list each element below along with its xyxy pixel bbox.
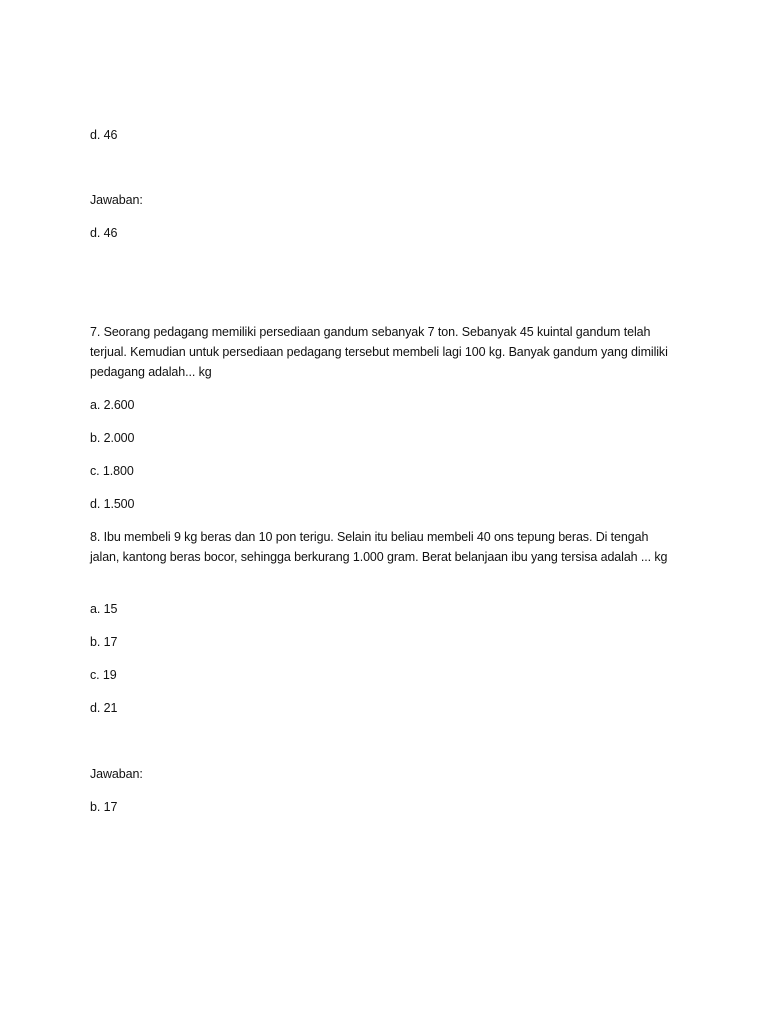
q8-option-d: d. 21 — [90, 701, 118, 715]
q7-option-d: d. 1.500 — [90, 497, 135, 511]
question-7-text: 7. Seorang pedagang memiliki persediaan gandum sebanyak 7 ton. Sebanyak 45 kuintal gandum telah terjual. Kemudian untuk persediaan pedagang tersebut membeli lagi 100 kg. Banyak gandum yang dimiliki pedagang adalah... kg — [90, 325, 668, 379]
question-8-text: 8. Ibu membeli 9 kg beras dan 10 pon terigu. Selain itu beliau membeli 40 ons tepung beras. Di tengah jalan, kantong beras bocor, sehingga berkurang 1.000 gram. Berat belanjaan ibu yang tersisa adalah ... kg — [90, 530, 668, 564]
q7-option-c: c. 1.800 — [90, 464, 134, 478]
q7-option-a: a. 2.600 — [90, 398, 135, 412]
prev-answer-label: Jawaban: — [90, 193, 143, 207]
q8-option-c: c. 19 — [90, 668, 117, 682]
prev-option-d: d. 46 — [90, 128, 118, 142]
q8-option-b: b. 17 — [90, 635, 118, 649]
q8-answer-label: Jawaban: — [90, 767, 143, 781]
prev-answer: d. 46 — [90, 226, 118, 240]
q8-option-a: a. 15 — [90, 602, 118, 616]
q7-option-b: b. 2.000 — [90, 431, 135, 445]
q8-answer: b. 17 — [90, 800, 118, 814]
